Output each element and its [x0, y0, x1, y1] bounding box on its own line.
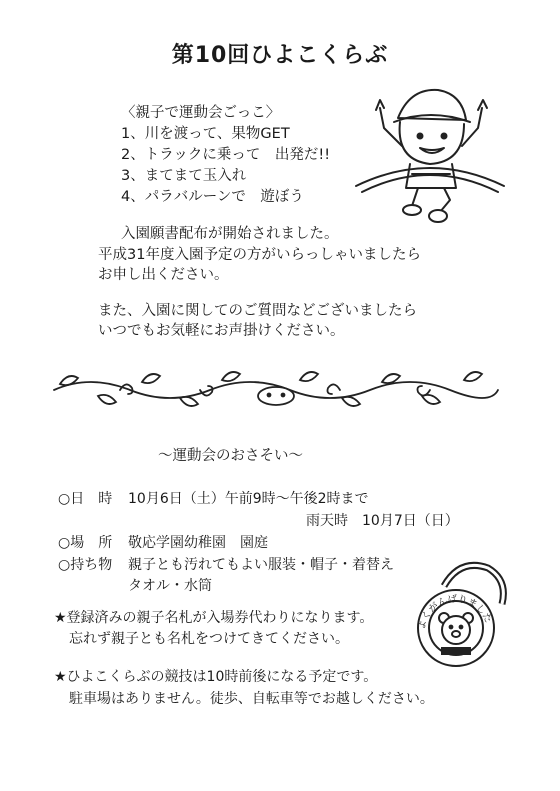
vine-divider-illustration [50, 366, 502, 414]
date-value: 10月6日（土）午前9時〜午後2時まで [128, 491, 369, 507]
note-line: 忘れず親子とも名札をつけてきてください。 [69, 631, 349, 647]
activity-item: 1、川を渡って、果物GET [121, 126, 290, 142]
inquiry-line: また、入園に関してのご質問などございましたら [98, 303, 417, 319]
note-line: 駐車場はありません。徒歩、自転車等でお越しください。 [69, 691, 434, 707]
place-value: 敬応学園幼稚園 園庭 [128, 535, 268, 551]
medal-text: よくがんばりました [416, 593, 494, 631]
child-cheering-illustration [350, 78, 510, 226]
activities-heading: 〈親子で運動会ごっこ〉 [121, 105, 281, 121]
rain-date-value: 雨天時 10月7日（日） [306, 513, 459, 529]
page-title: 第10回ひよこくらぶ [171, 43, 389, 68]
note-line: ★ひよこくらぶの競技は10時前後になる予定です。 [54, 669, 378, 685]
date-label: ○日 時 [58, 491, 113, 507]
activity-item: 4、パラバルーンで 遊ぼう [121, 189, 304, 205]
items-label: ○持ち物 [58, 557, 113, 573]
medal-illustration [404, 560, 516, 672]
items-value: タオル・水筒 [128, 578, 212, 594]
activity-item: 2、トラックに乗って 出発だ!! [121, 147, 331, 163]
notice-line: お申し出ください。 [98, 267, 229, 283]
note-line: ★登録済みの親子名札が入場券代わりになります。 [54, 610, 374, 626]
inquiry-line: いつでもお気軽にお声掛けください。 [98, 323, 345, 339]
activity-item: 3、まてまて玉入れ [121, 168, 247, 184]
invitation-heading: 〜運動会のおさそい〜 [158, 448, 303, 464]
items-value: 親子とも汚れてもよい服装・帽子・着替え [128, 557, 394, 573]
place-label: ○場 所 [58, 535, 113, 551]
notice-line: 平成31年度入園予定の方がいらっしゃいましたら [98, 247, 421, 263]
notice-line: 入園願書配布が開始されました。 [121, 226, 339, 242]
